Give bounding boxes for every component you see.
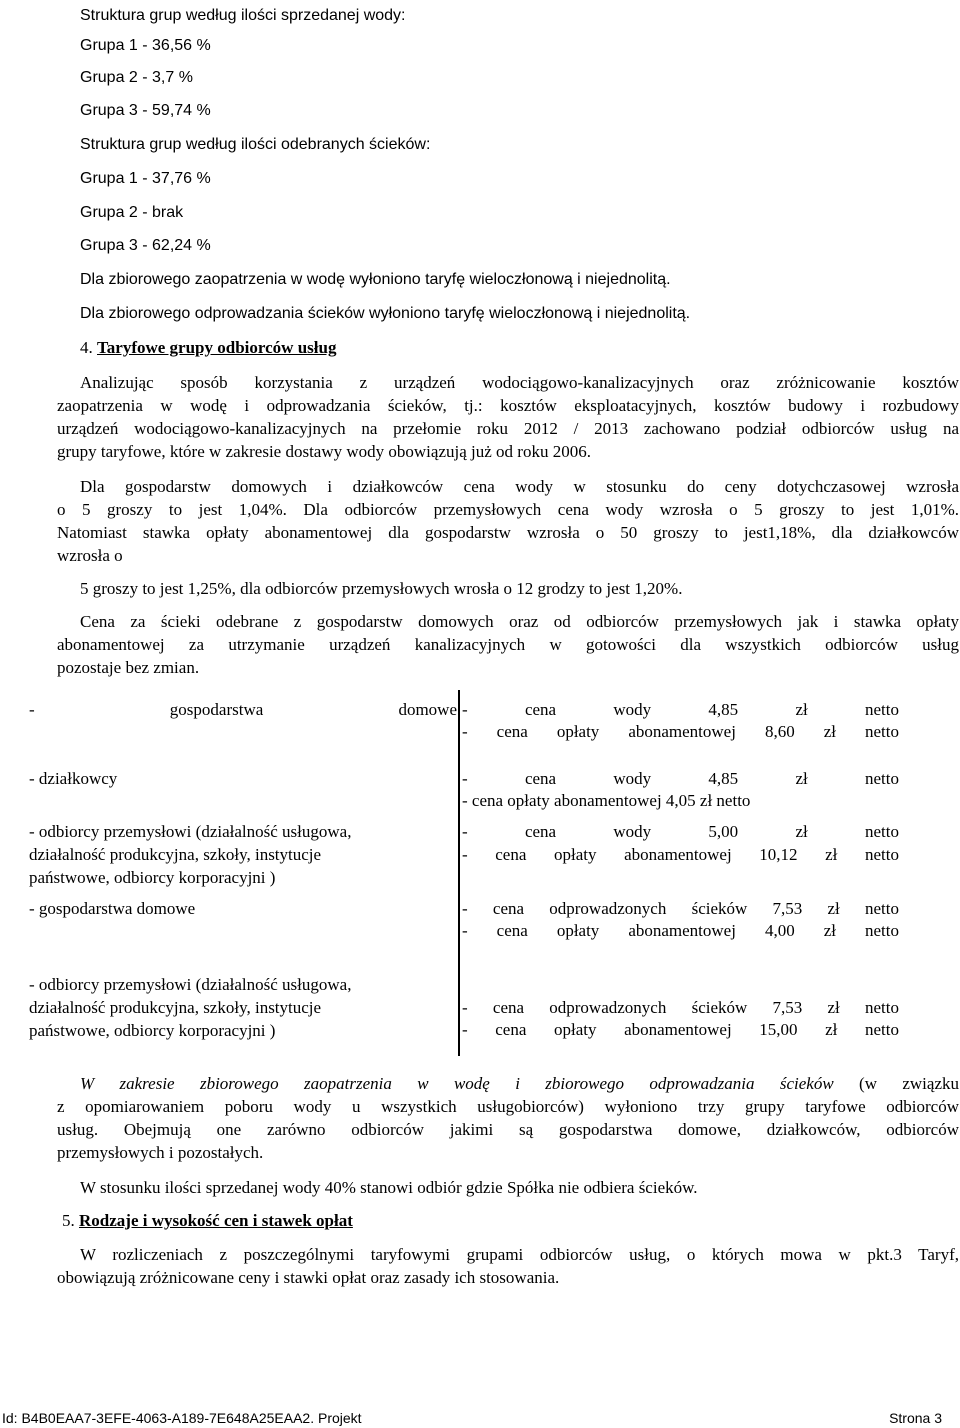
table-row-2-price-2: - cena opłaty abonamentowej 4,05 zł netto <box>462 791 751 810</box>
table-row-3-label-2: działalność produkcyjna, szkoły, instytucje <box>29 845 322 864</box>
table-row-2-price-1: - cena wody 4,85 zł netto <box>462 769 899 788</box>
section-5-heading <box>62 1211 353 1231</box>
table-row-3-label-1: - odbiorcy przemysłowi (działalność usługowa, <box>29 822 352 841</box>
table-divider <box>458 690 460 1056</box>
sewage-group-1: Grupa 1 - 37,76 % <box>80 170 211 187</box>
section-5-line-2: obowiązują zróżnicowane ceny i stawki opłat oraz zasady ich stosowania. <box>57 1268 560 1287</box>
table-row-4-label: - gospodarstwa domowe <box>29 899 196 918</box>
section-4-title: Taryfowe grupy odbiorców usług <box>97 338 337 357</box>
footer-page-number: Strona 3 <box>889 1410 942 1426</box>
table-row-3-label-3: państwowe, odbiorcy korporacyjni ) <box>29 868 276 887</box>
section-5-number: 5. <box>62 1211 75 1230</box>
para2-line-1: Dla gospodarstw domowych i działkowców cena wody w stosunku do ceny dotychczasowej wzrosła <box>80 477 959 496</box>
para1-line-2: zaopatrzenia w wodę i odprowadzania ścieków, tj.: kosztów eksploatacyjnych, kosztów budowy i rozbudowy <box>57 396 959 415</box>
footer-document-id: Id: B4B0EAA7-3EFE-4063-A189-7E648A25EAA2. Projekt <box>2 1410 362 1426</box>
para4-line-2: abonamentowej za utrzymanie urządzeń kanalizacyjnych w gotowości dla wszystkich odbiorców usług <box>57 635 959 654</box>
table-row-3-price-1: - cena wody 5,00 zł netto <box>462 822 899 841</box>
para4-line-1: Cena za ścieki odebrane z gospodarstw domowych oraz od odbiorców przemysłowych jak i stawka opłaty <box>80 612 959 631</box>
water-group-3: Grupa 3 - 59,74 % <box>80 102 211 119</box>
water-group-1: Grupa 1 - 36,56 % <box>80 37 211 54</box>
closing-line-4: przemysłowych i pozostałych. <box>57 1143 264 1162</box>
closing-line-2: z opomiarowaniem poboru wody u wszystkich usługobiorców) wyłoniono trzy grupy taryfowe odbiorców <box>57 1097 959 1116</box>
table-row-2-label: - działkowcy <box>29 769 118 788</box>
sewage-group-3: Grupa 3 - 62,24 % <box>80 237 211 254</box>
section-5-line-1: W rozliczeniach z poszczególnymi taryfowymi grupami odbiorców usług, o których mowa w pkt.3 Taryf, <box>80 1245 959 1264</box>
water-structure-heading: Struktura grup według ilości sprzedanej wody: <box>80 7 406 24</box>
para1-line-3: urządzeń wodociągowo-kanalizacyjnych na przełomie roku 2012 / 2013 zachowano podział odbiorców usług na <box>57 419 959 438</box>
table-row-1-label: - gospodarstwa domowe <box>29 700 457 719</box>
table-row-1-price-2: - cena opłaty abonamentowej 8,60 zł netto <box>462 722 899 741</box>
para1-line-4: grupy taryfowe, które w zakresie dostawy wody obowiązują już od roku 2006. <box>57 442 591 461</box>
sewage-structure-heading: Struktura grup według ilości odebranych ścieków: <box>80 136 431 153</box>
table-row-5-price-1: - cena odprowadzonych ścieków 7,53 zł netto <box>462 998 899 1017</box>
para2-line-4: wzrosła o <box>57 546 123 565</box>
para3-line: 5 groszy to jest 1,25%, dla odbiorców przemysłowych wrosła o 12 grodzy to jest 1,20%. <box>80 579 683 598</box>
closing-para-2: W stosunku ilości sprzedanej wody 40% stanowi odbiór gdzie Spółka nie odbiera ścieków. <box>80 1178 698 1197</box>
closing-line-1 <box>80 1074 959 1094</box>
para2-line-2: o 5 groszy to jest 1,04%. Dla odbiorców przemysłowych cena wody wzrosła o 5 groszy to jest 1,01%. <box>57 500 959 519</box>
table-row-5-label-1: - odbiorcy przemysłowi (działalność usługowa, <box>29 975 352 994</box>
table-row-5-label-2: działalność produkcyjna, szkoły, instytucje <box>29 998 322 1017</box>
tariff-water-line: Dla zbiorowego zaopatrzenia w wodę wyłoniono taryfę wieloczłonową i niejednolitą. <box>80 271 671 288</box>
section-4-number: 4. <box>80 338 93 357</box>
table-row-4-price-1: - cena odprowadzonych ścieków 7,53 zł netto <box>462 899 899 918</box>
tariff-sewage-line: Dla zbiorowego odprowadzania ścieków wyłoniono taryfę wieloczłonową i niejednolitą. <box>80 305 691 322</box>
closing-line-1-rest: (w związku <box>833 1074 959 1093</box>
table-row-5-price-2: - cena opłaty abonamentowej 15,00 zł netto <box>462 1020 899 1039</box>
water-group-2: Grupa 2 - 3,7 % <box>80 69 193 86</box>
closing-line-3: usług. Obejmują one zarówno odbiorców jakimi są gospodarstwa domowe, działkowców, odbiorców <box>57 1120 959 1139</box>
closing-italic-phrase: W zakresie zbiorowego zaopatrzenia w wodę i zbiorowego odprowadzania ścieków <box>80 1074 834 1093</box>
table-row-5-label-3: państwowe, odbiorcy korporacyjni ) <box>29 1021 276 1040</box>
table-row-3-price-2: - cena opłaty abonamentowej 10,12 zł netto <box>462 845 899 864</box>
sewage-group-2: Grupa 2 - brak <box>80 204 184 221</box>
para2-line-3: Natomiast stawka opłaty abonamentowej dla gospodarstw wzrosła o 50 groszy to jest1,18%, dla działkowców <box>57 523 959 542</box>
section-4-heading <box>80 338 336 358</box>
section-5-title: Rodzaje i wysokość cen i stawek opłat <box>79 1211 353 1230</box>
table-row-1-price-1: - cena wody 4,85 zł netto <box>462 700 899 719</box>
para1-line-1: Analizując sposób korzystania z urządzeń wodociągowo-kanalizacyjnych oraz zróżnicowanie kosztów <box>80 373 959 392</box>
table-row-4-price-2: - cena opłaty abonamentowej 4,00 zł netto <box>462 921 899 940</box>
para4-line-3: pozostaje bez zmian. <box>57 658 200 677</box>
